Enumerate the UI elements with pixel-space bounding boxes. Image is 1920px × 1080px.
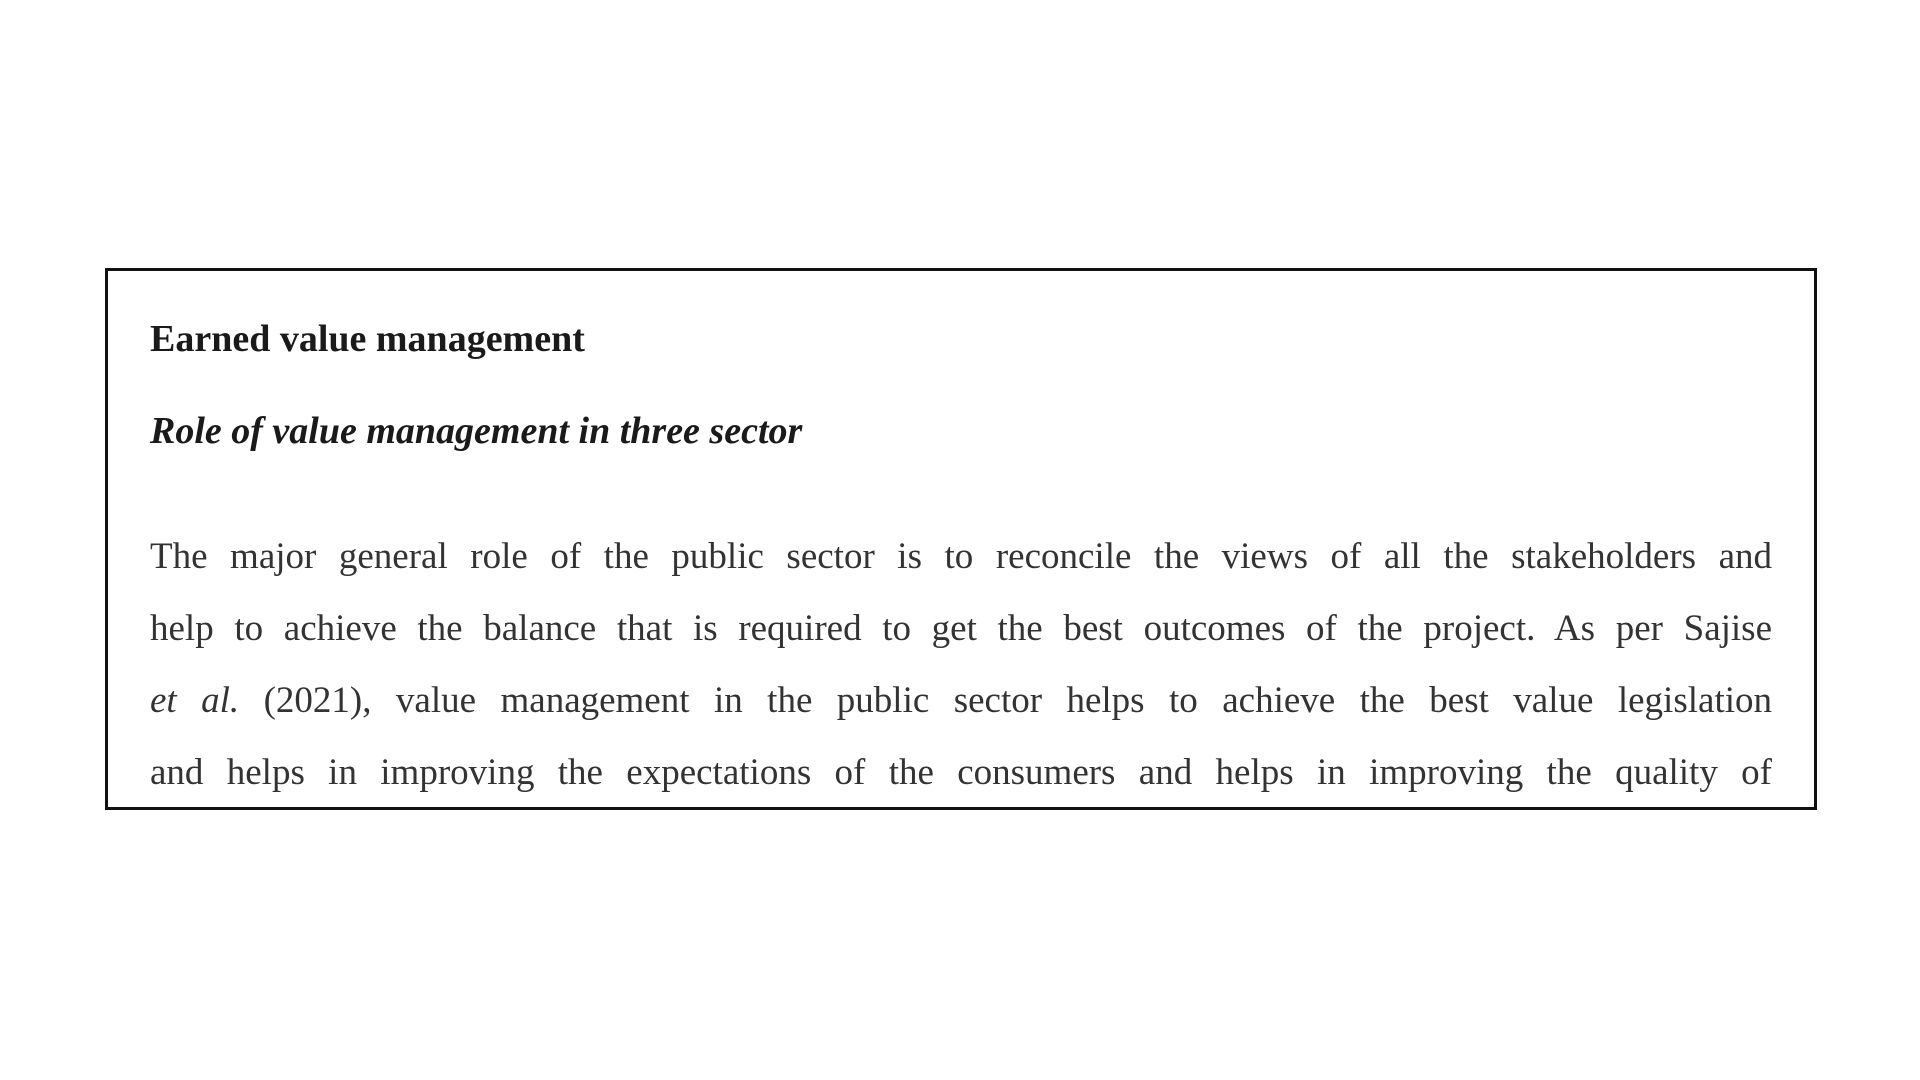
body-paragraph bbox=[150, 521, 1772, 809]
paragraph-line-3 bbox=[150, 665, 1772, 737]
section-heading: Earned value management bbox=[150, 318, 585, 360]
document-excerpt-box bbox=[105, 268, 1817, 810]
paragraph-line-1: The major general role of the public sector is to reconcile the views of all the stakeholders and bbox=[150, 536, 1772, 577]
paragraph-line-2: help to achieve the balance that is required to get the best outcomes of the project. As per Sajise bbox=[150, 608, 1772, 649]
paragraph-line-3-text: (2021), value management in the public sector helps to achieve the best value legislation bbox=[239, 680, 1772, 721]
subsection-heading: Role of value management in three sector bbox=[150, 410, 803, 452]
paragraph-line-4: and helps in improving the expectations of the consumers and helps in improving the quality of bbox=[150, 752, 1772, 793]
citation-et-al: et al. bbox=[150, 680, 240, 721]
